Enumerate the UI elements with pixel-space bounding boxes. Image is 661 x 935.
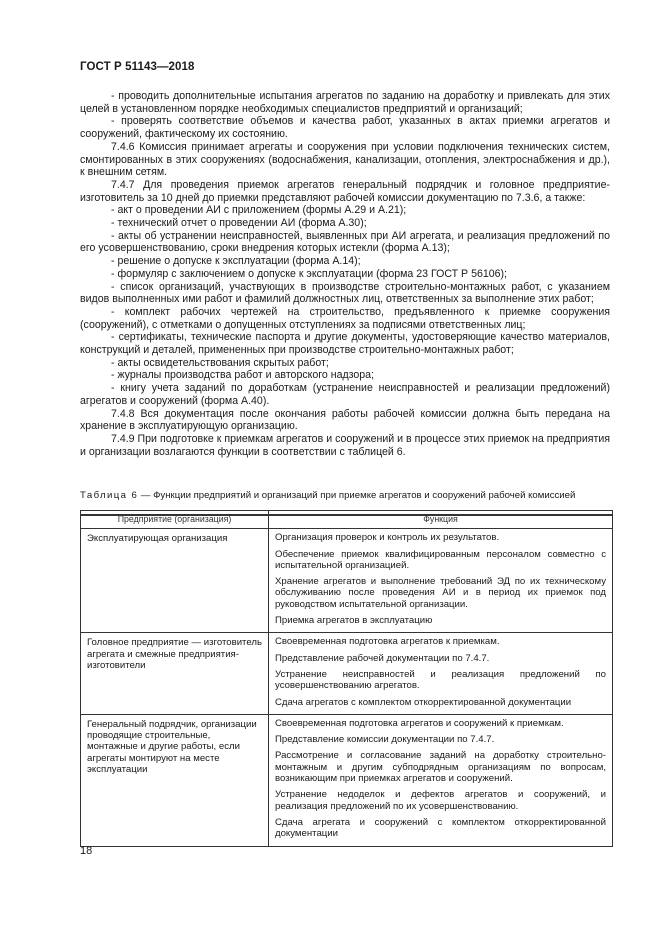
paragraph: 7.4.7 Для проведения приемок агрегатов генеральный подрядчик и головное предприятие-изготовитель за 10 дней до приемки представляют рабочей комиссии документацию по 7.3.6, а также: [80, 178, 610, 204]
function-item: Представление комиссии документации по 7.4.7. [275, 734, 495, 746]
paragraph: - сертификаты, технические паспорта и другие документы, удостоверяющие качество материалов, конструкций и деталей, примененных при производстве строительно-монтажных работ; [80, 331, 610, 357]
body-text [80, 90, 610, 458]
function-item: Сдача агрегатов с комплектом откорректированной документации [275, 696, 572, 708]
table-row [81, 714, 613, 846]
function-item: Сдача агрегата и сооружений с комплектом откорректированной документации [275, 816, 606, 840]
function-item: Организация проверок и контроль их результатов. [275, 532, 500, 544]
paragraph: - книгу учета заданий по доработкам (устранение неисправностей и реализации предложений) агрегатов и сооружений (форма А.40). [80, 382, 610, 407]
function-item: Хранение агрегатов и выполнение требований ЭД по их техническому обслуживанию после проведения АИ и в период их приемок под руководством испытательной организации. [275, 576, 606, 610]
paragraph: - решение о допуске к эксплуатации (форма А.14); [111, 255, 361, 268]
organization-cell: Генеральный подрядчик, организации проводящие строительные, монтажные и другие работы, если агрегаты монтируют на месте эксплуатации [81, 714, 269, 846]
table-caption-label: Таблица 6 [80, 490, 139, 501]
column-header-function: Функция [269, 511, 613, 529]
paragraph: - технический отчет о проведении АИ (форма А.30); [111, 217, 367, 230]
paragraph: - проверять соответствие объемов и качества работ, указанных в актах приемки агрегатов и сооружений, фактическому их состоянию. [80, 115, 610, 141]
table-header-row [81, 511, 613, 529]
function-item: Своевременная подготовка агрегатов к приемкам. [275, 636, 500, 648]
function-item: Рассмотрение и согласование заданий на доработку строительно-монтажным и другим субподрядным организациям по вопросам, возникающим при приемках агрегатов и сооружений. [275, 750, 606, 785]
column-header-organization: Предприятие (организация) [81, 511, 269, 529]
paragraph: - акты об устранении неисправностей, выявленных при АИ агрегата, и реализация предложений по его усовершенствованию, сроки внедрения которых истекли (форма А.13); [80, 229, 610, 255]
paragraph: 7.4.9 При подготовке к приемкам агрегатов и сооружений и в процессе этих приемок на предприятия и организации возлагаются функции в соответствии с таблицей 6. [80, 432, 610, 458]
function-item: Обеспечение приемок квалифицированным персоналом совместно с испытательной организацией. [275, 548, 606, 571]
paragraph: - журналы производства работ и авторского надзора; [111, 369, 375, 382]
function-item: Представление рабочей документации по 7.4.7. [275, 652, 490, 664]
functions-cell [269, 633, 613, 714]
paragraph: - акт о проведении АИ с приложением (формы А.29 и А.21); [111, 204, 407, 217]
document-header: ГОСТ Р 51143—2018 [80, 61, 195, 73]
organization-cell: Эксплуатирующая организация [81, 529, 269, 633]
function-item: Устранение недоделок и дефектов агрегатов и сооружений, и реализация предложений по их усовершенствованию. [275, 789, 606, 812]
organization-cell: Головное предприятие — изготовитель агрегата и смежные предприятия-изготовители [81, 633, 269, 714]
paragraph: 7.4.6 Комиссия принимает агрегаты и сооружения при условии подключения технических систем, смонтированных в этих сооружениях (водоснабжения, канализации, отопления, электроснабжения и др.), к внешним сетям. [80, 140, 610, 179]
paragraph: - комплект рабочих чертежей на строительство, предъявленного к приемке сооружения (сооружений), с отметками о допущенных отступлениях за подписями ответственных лиц; [80, 305, 610, 331]
paragraph: 7.4.8 Вся документация после окончания работы рабочей комиссии должна быть передана на хранение в эксплуатирующую организацию. [80, 407, 610, 433]
table-row [81, 529, 613, 633]
functions-cell [269, 529, 613, 633]
function-item: Устранение неисправностей и реализация предложений по усовершенствованию агрегатов. [275, 668, 606, 692]
functions-cell [269, 714, 613, 846]
functions-table [80, 510, 613, 847]
paragraph: - акты освидетельствования скрытых работ; [111, 356, 329, 369]
table-caption [80, 490, 620, 502]
paragraph: - список организаций, участвующих в производстве строительно-монтажных работ, с указанием видов выполненных ими работ и фамилий должностных лиц, ответственных за выполнение этих работ; [80, 280, 610, 306]
function-item: Своевременная подготовка агрегатов и сооружений к приемкам. [275, 717, 564, 729]
page-number: 18 [80, 845, 93, 857]
function-item: Приемка агрегатов в эксплуатацию [275, 615, 433, 627]
table-caption-text: — Функции предприятий и организаций при приемке агрегатов и сооружений рабочей комиссией [138, 490, 576, 501]
paragraph: - формуляр с заключением о допуске к эксплуатации (форма 23 ГОСТ Р 56106); [111, 267, 507, 280]
paragraph: - проводить дополнительные испытания агрегатов по заданию на доработку и привлекать для этих целей в установленном порядке необходимых специалистов предприятий и организаций; [80, 90, 610, 115]
table-row [81, 633, 613, 714]
